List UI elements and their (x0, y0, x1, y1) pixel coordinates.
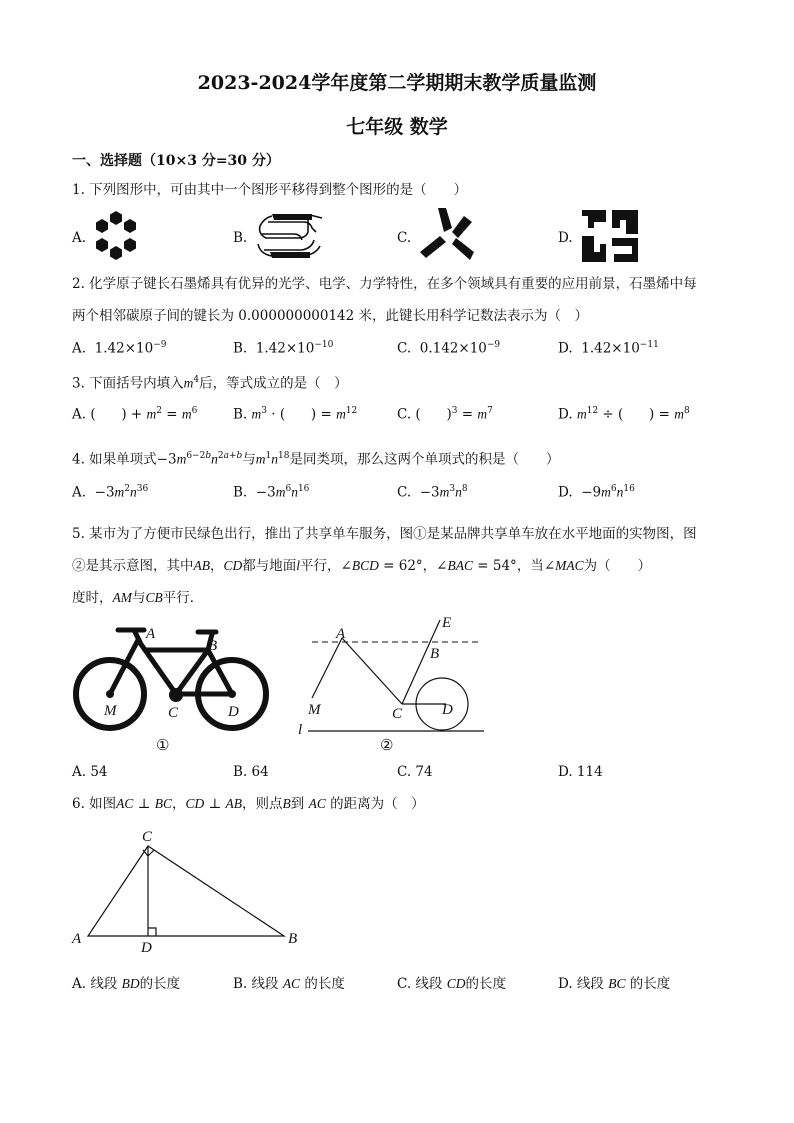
q3-option-b: B. $m^3$ · ( ) = $m^{12}$ (233, 406, 358, 423)
schematic-label-a: A (336, 626, 346, 642)
triangle-label-d: D (141, 940, 152, 956)
q6-option-d: D. 线段 BC 的长度 (558, 976, 671, 992)
schematic-label-d: D (442, 702, 453, 718)
q4-option-b: B. $-3m^6n^{16}$ (233, 484, 310, 501)
q1-swirl-figure (254, 210, 324, 262)
q1-hexagon-figure (90, 210, 142, 262)
q5-option-c: C. 74 (397, 764, 433, 780)
bike-label-m: M (104, 703, 117, 719)
bike-label-d: D (228, 704, 239, 720)
bicycle-photo-figure (70, 622, 274, 762)
q6-option-b: B. 线段 AC 的长度 (233, 976, 345, 992)
page-subtitle: 七年级 数学 (346, 116, 448, 138)
q5-option-a: A. 54 (72, 764, 108, 780)
q5-option-d: D. 114 (558, 764, 603, 780)
q2-line1: 2. 化学原子键长石墨烯具有优异的光学、电学、力学特性，在多个领域具有重要的应用前景，石墨烯中每 (72, 276, 697, 292)
right-triangle-figure (66, 824, 310, 958)
q1-option-a: A. (72, 230, 87, 246)
section-heading: 一、选择题（10×3 分=30 分） (72, 153, 280, 169)
triangle-label-c: C (142, 829, 153, 845)
page-title: 2023-2024学年度第二学期期末教学质量监测 (197, 72, 597, 94)
q6-option-a: A. 线段 BD的长度 (72, 976, 181, 992)
bike-label-c: C (168, 705, 179, 721)
q5-option-b: B. 64 (233, 764, 269, 780)
figure1-caption: ① (156, 736, 170, 754)
triangle-label-b: B (288, 931, 298, 947)
q3-stem: 3. 下面括号内填入$m^4$后，等式成立的是（ ） (72, 375, 348, 392)
q3-option-c: C. ( )$^3 = m^7$ (397, 406, 493, 423)
q1-stem: 1. 下列图形中，可由其中一个图形平移得到整个图形的是（ ） (72, 182, 468, 198)
q6-stem: 6. 如图AC ⊥ BC，CD ⊥ AB，则点B到 AC 的距离为（ ） (72, 796, 425, 812)
q2-option-d: D. $1.42\times 10^{-11}$ (558, 340, 659, 357)
q3-option-a: A. ( ) + $m^2 = m^6$ (72, 406, 198, 423)
q1-option-d: D. (558, 230, 573, 246)
q2-option-c: C. $0.142\times 10^{-9}$ (397, 340, 501, 357)
q2-option-b: B. $1.42\times 10^{-10}$ (233, 340, 334, 357)
schematic-label-b: B (430, 646, 440, 662)
bicycle-schematic-figure (296, 610, 490, 750)
q4-option-c: C. $-3m^3n^8$ (397, 484, 468, 501)
q5-line3: 度时，AM与CB平行． (72, 590, 204, 606)
q2-option-a: A. $1.42\times 10^{-9}$ (72, 340, 167, 357)
q2-line2: 两个相邻碳原子间的键长为 0.000000000142 米，此键长用科学记数法表示为（ ） (72, 308, 589, 324)
q5-line2: ②是其示意图，其中AB，CD都与地面l平行，∠BCD = 62°，∠BAC = 54°，当∠MAC为（ ） (72, 558, 652, 574)
q5-line1: 5. 某市为了方便市民绿色出行，推出了共享单车服务，图①是某品牌共享单车放在水平地面的实物图，图 (72, 526, 697, 542)
q6-option-c: C. 线段 CD的长度 (397, 976, 506, 992)
schematic-label-c: C (392, 706, 403, 722)
bike-label-a: A (146, 626, 156, 642)
q3-option-d: D. $m^{12}$ ÷ ( ) = $m^8$ (558, 406, 690, 423)
q1-spiral-block-figure (580, 208, 640, 264)
schematic-label-l: l (298, 722, 303, 738)
schematic-label-m: M (308, 702, 321, 718)
q4-option-d: D. $-9m^6n^{16}$ (558, 484, 635, 501)
q1-option-c: C. (397, 230, 412, 246)
schematic-label-e: E (442, 615, 452, 631)
q1-option-b: B. (233, 230, 248, 246)
q4-option-a: A. $-3m^2n^{36}$ (72, 484, 149, 501)
q4-stem: 4. 如果单项式$-3m^{6-2b}n^{2a+b}$与$m^1n^{18}$是同类项，那么这两个单项式的积是（ ） (72, 451, 560, 468)
triangle-label-a: A (72, 931, 82, 947)
figure2-caption: ② (380, 736, 394, 754)
bike-label-b: B (208, 638, 218, 654)
q1-pinwheel-figure (418, 206, 482, 266)
